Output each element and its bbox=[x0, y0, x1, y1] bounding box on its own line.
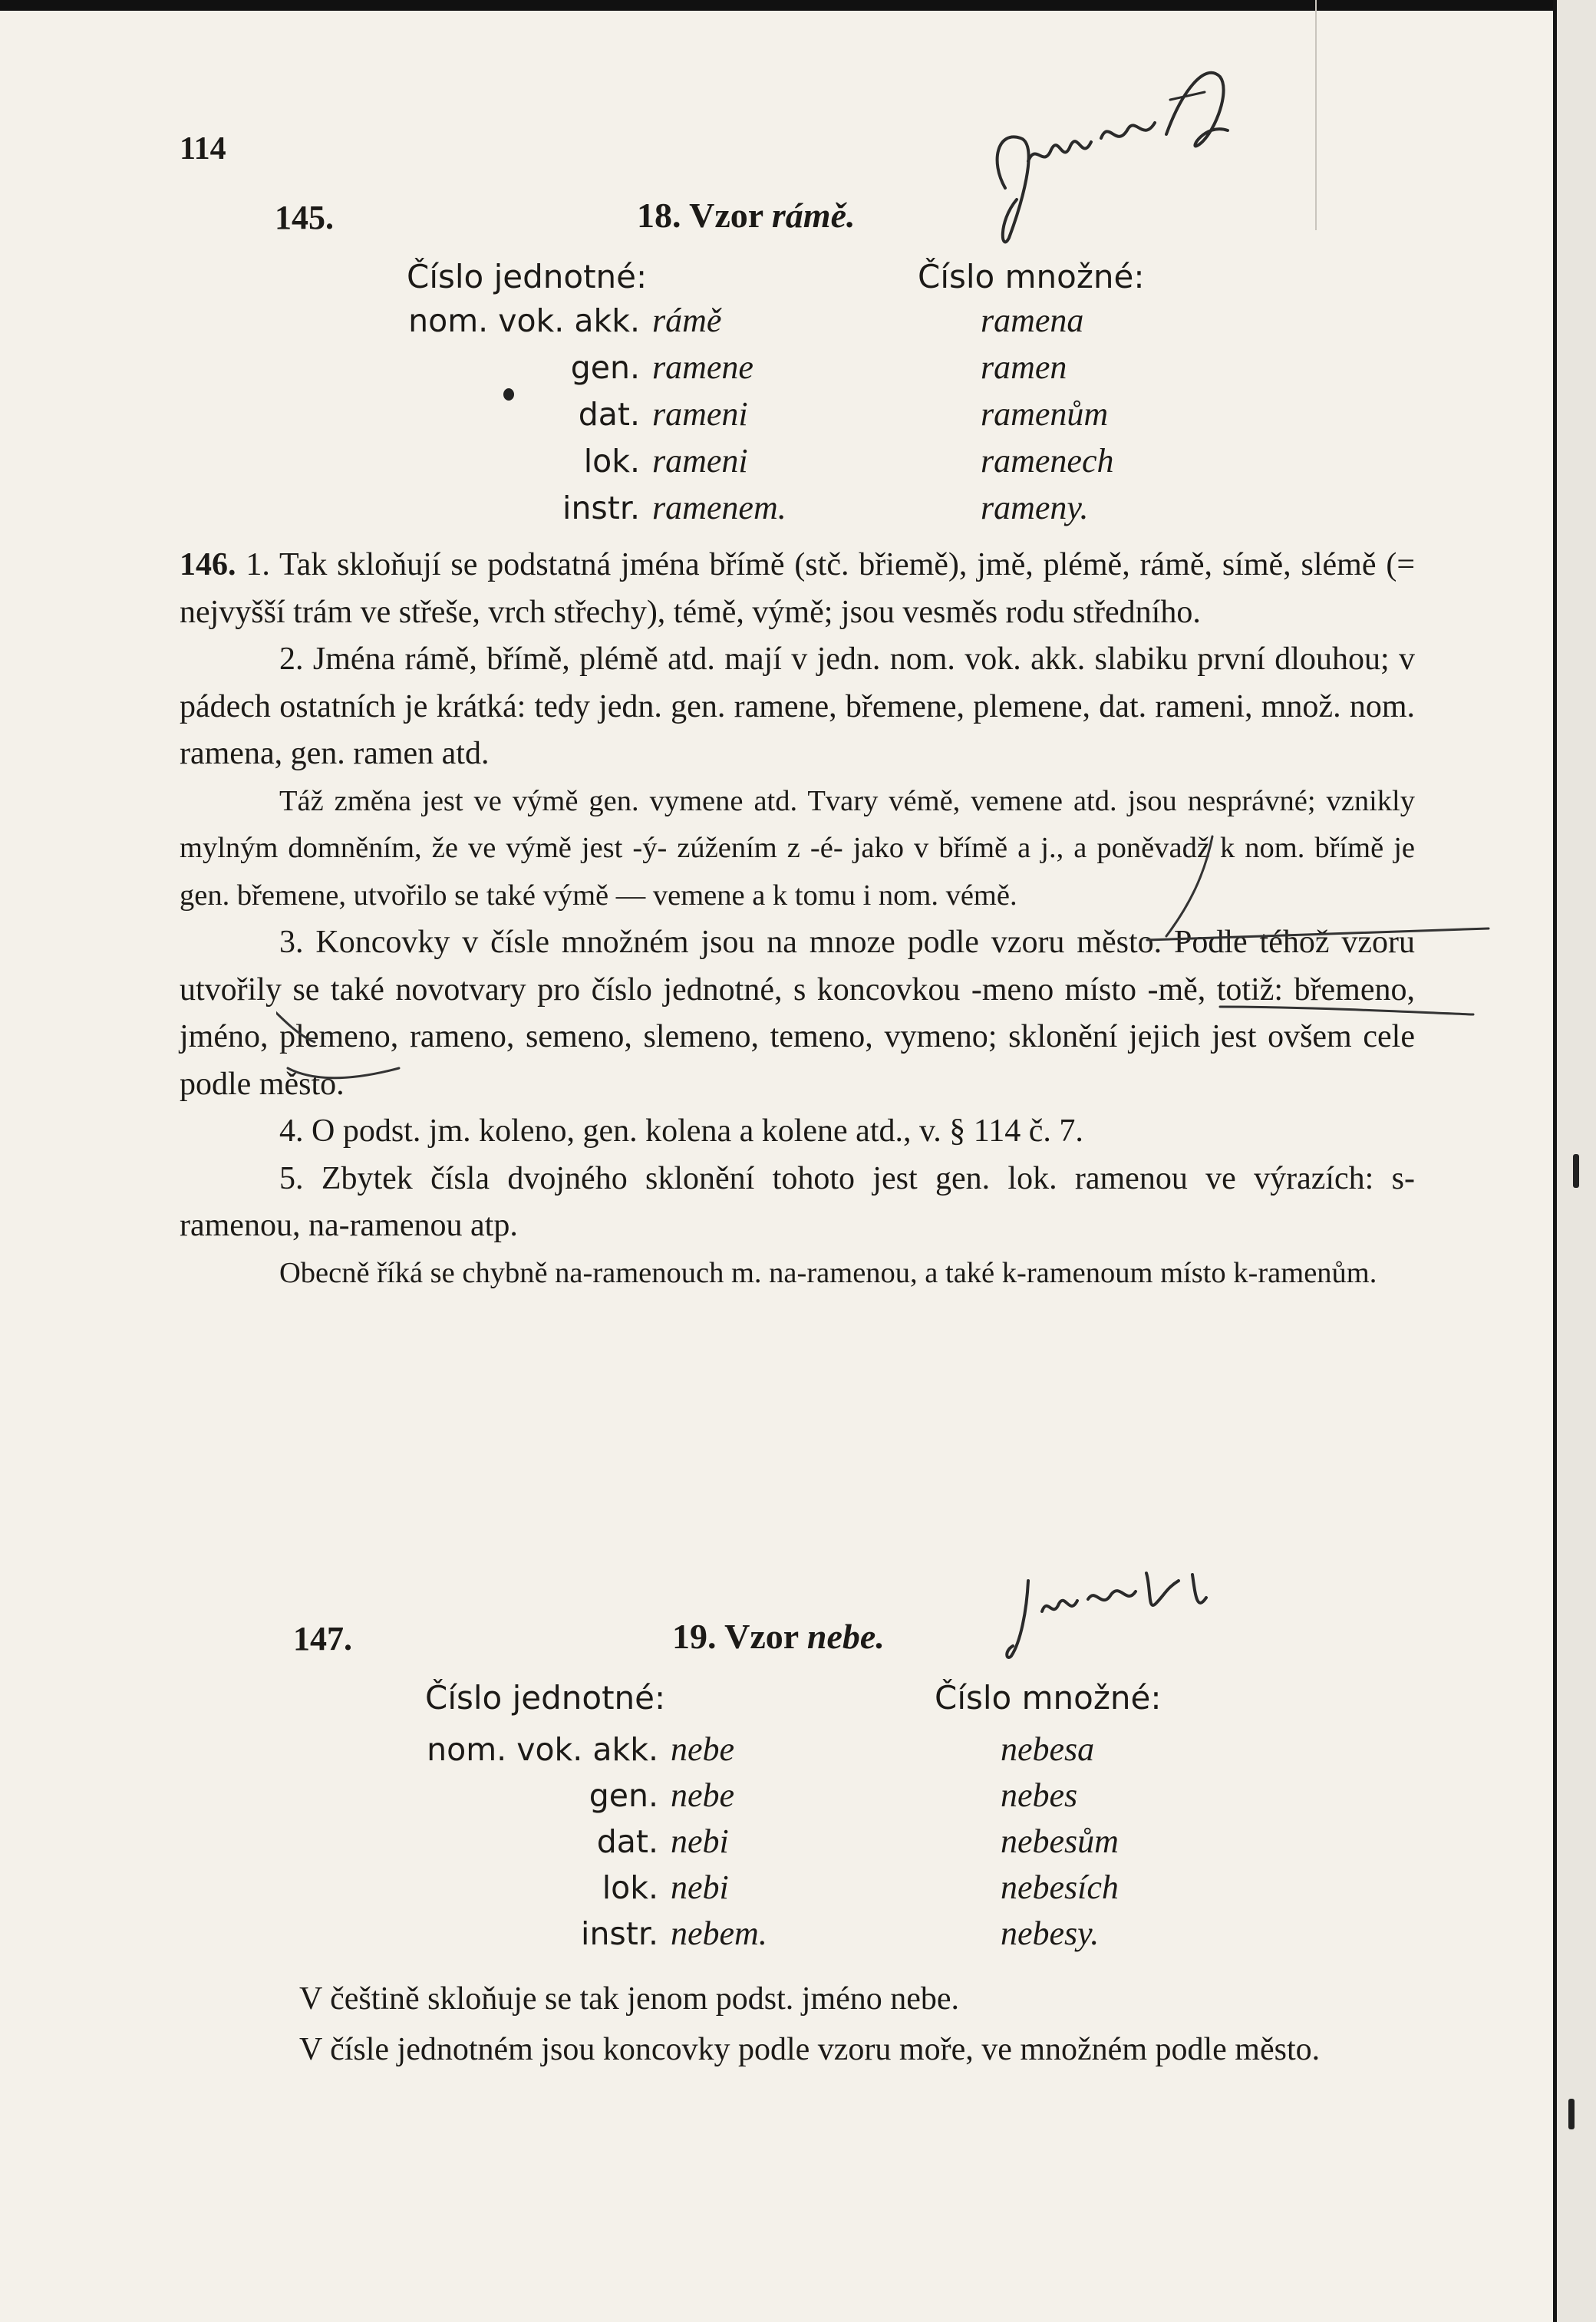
case-label: dat. bbox=[596, 1823, 658, 1860]
section-147-text bbox=[201, 1974, 1424, 2075]
paragraph: 4. O podst. jm. koleno, gen. kolena a kolene atd., v. § 114 č. 7. bbox=[279, 1113, 1083, 1149]
case-label: gen. bbox=[589, 1777, 658, 1814]
singular-form: ramene bbox=[652, 348, 753, 386]
case-label: nom. vok. akk. bbox=[408, 302, 640, 339]
singular-form: nebe bbox=[671, 1776, 735, 1814]
title-word: rámě. bbox=[771, 196, 856, 235]
plural-form: nebesích bbox=[1001, 1868, 1119, 1906]
singular-form: rameni bbox=[652, 442, 748, 480]
plural-form: ramenech bbox=[981, 442, 1114, 480]
scan-border-top bbox=[0, 0, 1596, 11]
singular-form: nebi bbox=[671, 1822, 729, 1860]
section-number: 145. bbox=[275, 199, 334, 236]
case-label: dat. bbox=[578, 396, 640, 433]
plural-form: rameny. bbox=[981, 489, 1089, 526]
singular-form: rameni bbox=[652, 395, 748, 433]
singular-form: ramenem. bbox=[652, 489, 786, 526]
handwritten-annotation-top bbox=[974, 46, 1251, 253]
plural-label: Číslo množné: bbox=[935, 1679, 1162, 1717]
singular-form: nebi bbox=[671, 1868, 729, 1906]
section-title bbox=[672, 1616, 885, 1657]
title-prefix: 19. Vzor bbox=[672, 1617, 799, 1656]
page-number: 114 bbox=[180, 131, 226, 167]
plural-form: ramena bbox=[981, 302, 1084, 339]
paragraph: 3. Koncovky v čísle množném jsou na mnoze podle vzoru město. Podle téhož vzoru utvořily se také novotvary pro číslo jednotné, s koncovkou -meno místo -mě, totiž: břemeno, jméno, plemeno, rameno, semeno, slemeno, temeno, vymeno; sklonění jejich jest ovšem cele podle město. bbox=[180, 925, 1415, 1102]
paragraph: Obecně říká se chybně na-ramenouch m. na-ramenou, a také k-ramenoum místo k-ramenům. bbox=[279, 1256, 1377, 1289]
paragraph bbox=[180, 542, 1415, 636]
ink-speck bbox=[1573, 1154, 1579, 1188]
paragraph: 5. Zbytek čísla dvojného sklonění tohoto jest gen. lok. ramenou ve výrazích: s-ramenou, na-ramenou atp. bbox=[180, 1160, 1415, 1243]
singular-form: nebem. bbox=[671, 1915, 767, 1952]
paragraph: 2. Jména rámě, břímě, plémě atd. mají v jedn. nom. vok. akk. slabiku první dlouhou; v pádech ostatních je krátká: tedy jedn. gen. ramene, břemene, plemene, dat. rameni, množ. nom. ramena, gen. ramen atd. bbox=[180, 642, 1415, 771]
singular-form: rámě bbox=[652, 302, 722, 339]
section-number: 146. bbox=[180, 547, 236, 582]
paragraph: V čísle jednotném jsou koncovky podle vzoru moře, ve množném podle město. bbox=[299, 2032, 1321, 2067]
scan-border-right bbox=[1553, 0, 1557, 2322]
plural-label: Číslo množné: bbox=[918, 258, 1145, 295]
singular-label: Číslo jednotné: bbox=[407, 258, 648, 295]
section-number: 147. bbox=[293, 1620, 352, 1657]
title-prefix: 18. Vzor bbox=[637, 196, 763, 235]
case-label: gen. bbox=[570, 349, 640, 386]
plural-form: ramen bbox=[981, 348, 1067, 386]
case-label: lok. bbox=[583, 443, 640, 480]
singular-form: nebe bbox=[671, 1730, 735, 1768]
case-label: lok. bbox=[602, 1869, 658, 1906]
ink-speck bbox=[1568, 2099, 1575, 2129]
plural-form: nebesům bbox=[1001, 1822, 1119, 1860]
plural-form: nebesa bbox=[1001, 1730, 1095, 1768]
title-word: nebe. bbox=[806, 1617, 885, 1656]
plural-form: ramenům bbox=[981, 395, 1109, 433]
case-label: instr. bbox=[581, 1915, 658, 1952]
pencil-strike-marks bbox=[276, 829, 1519, 1105]
paragraph: Táž změna jest ve výmě gen. vymene atd. Tvary vémě, vemene atd. jsou nesprávné; vznikly mylným domněním, že ve výmě jest -ý- zúžením z -é- jako v břímě a j., a poněvadž k nom. břímě je gen. břemene, utvořilo se také výmě — vemene a k tomu i nom. vémě. bbox=[180, 784, 1415, 912]
plural-form: nebes bbox=[1001, 1776, 1078, 1814]
scan-fold-line bbox=[1315, 0, 1317, 230]
paragraph-text: 1. Tak skloňují se podstatná jména břímě (stč. břiemě), jmě, plémě, rámě, símě, slémě (= nejvyšší trám ve střeše, vrch střechy), témě, výmě; jsou vesměs rodu středního. bbox=[180, 547, 1416, 630]
singular-label: Číslo jednotné: bbox=[425, 1679, 666, 1717]
plural-form: nebesy. bbox=[1001, 1915, 1100, 1952]
case-label: instr. bbox=[562, 490, 640, 526]
section-title bbox=[637, 195, 856, 236]
handwritten-annotation-middle bbox=[1005, 1565, 1266, 1665]
paragraph: V češtině skloňuje se tak jenom podst. jméno nebe. bbox=[299, 1981, 960, 2017]
case-label: nom. vok. akk. bbox=[427, 1731, 658, 1768]
